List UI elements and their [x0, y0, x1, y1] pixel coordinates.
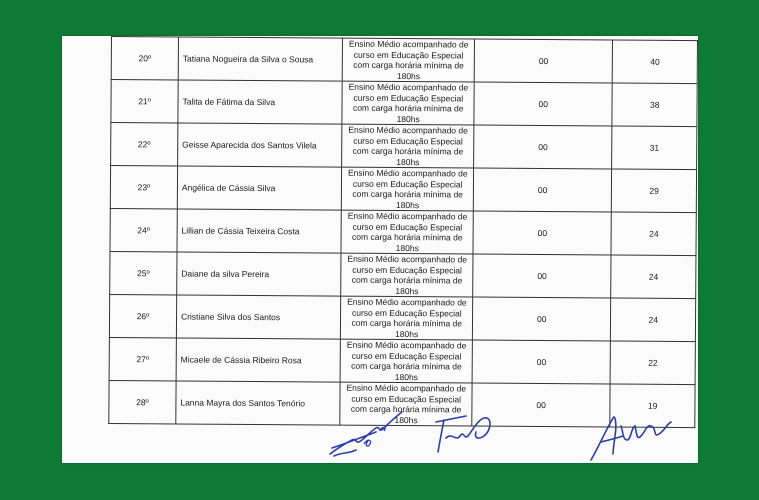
rank-cell: 21º	[111, 80, 178, 123]
requirement-cell: Ensino Médio acompanhado de curso em Educação Especial com carga horária mínima de 180hs	[341, 296, 473, 340]
score-b-cell: 31	[612, 126, 697, 170]
requirement-cell: Ensino Médio acompanhado de curso em Educação Especial com carga horária mínima de 180hs	[341, 339, 473, 383]
requirement-cell: Ensino Médio acompanhado de curso em Educação Especial com carga horária mínima de 180hs	[341, 210, 473, 254]
signature-2	[430, 408, 500, 458]
candidate-name-cell: Talita de Fátima da Silva	[178, 80, 343, 124]
score-a-cell: 00	[473, 254, 612, 298]
score-a-cell: 00	[473, 168, 612, 212]
table-row	[110, 208, 696, 255]
candidate-name-cell: Cristiane Silva dos Santos	[176, 295, 341, 339]
score-a-cell: 00	[472, 297, 611, 341]
ranking-table	[108, 36, 698, 428]
rank-cell: 25º	[110, 251, 177, 294]
score-b-cell: 24	[611, 255, 696, 299]
score-a-cell: 00	[474, 82, 613, 126]
candidate-name-cell: Geisse Aparecida dos Santos Vilela	[178, 123, 343, 167]
ranking-table-body	[109, 37, 698, 428]
score-b-cell: 38	[612, 83, 697, 127]
requirement-cell: Ensino Médio acompanhado de curso em Educação Especial com carga horária mínima de 180hs	[343, 38, 475, 82]
score-b-cell: 40	[613, 40, 698, 84]
rank-cell: 23º	[110, 166, 177, 209]
candidate-name-cell: Angélica de Cássia Silva	[177, 166, 342, 210]
table-row	[110, 166, 696, 213]
rank-cell: 27º	[109, 337, 176, 380]
table-row	[111, 80, 697, 127]
rank-cell: 22º	[111, 123, 178, 166]
rank-cell: 26º	[109, 294, 176, 337]
rank-cell: 24º	[110, 208, 177, 251]
signature-3	[587, 406, 677, 463]
requirement-cell: Ensino Médio acompanhado de curso em Educação Especial com carga horária mínima de 180hs	[341, 253, 473, 297]
score-b-cell: 19	[610, 384, 695, 428]
score-b-cell: 22	[611, 341, 696, 385]
score-a-cell: 00	[472, 340, 611, 384]
table-row	[110, 251, 696, 298]
candidate-name-cell: Micaele de Cássia Ribeiro Rosa	[176, 338, 341, 382]
score-b-cell: 24	[611, 298, 696, 342]
signature-1	[324, 404, 414, 462]
candidate-name-cell: Lillian de Cássia Teixeira Costa	[177, 209, 342, 253]
table-row	[109, 337, 695, 384]
candidate-name-cell: Daiane da silva Pereira	[177, 252, 342, 296]
score-b-cell: 29	[612, 169, 697, 213]
requirement-cell: Ensino Médio acompanhado de curso em Educação Especial com carga horária mínima de 180hs	[340, 382, 472, 426]
score-a-cell: 00	[474, 125, 613, 169]
table-row	[111, 123, 697, 170]
candidate-name-cell: Lanna Mayra dos Santos Tenório	[176, 381, 341, 425]
document-page	[62, 36, 698, 463]
table-row	[109, 294, 695, 341]
rank-cell: 20º	[111, 37, 178, 80]
score-a-cell: 00	[472, 383, 611, 427]
requirement-cell: Ensino Médio acompanhado de curso em Educação Especial com carga horária mínima de 180hs	[342, 81, 474, 125]
score-b-cell: 24	[611, 212, 696, 256]
score-a-cell: 00	[474, 39, 613, 83]
requirement-cell: Ensino Médio acompanhado de curso em Educação Especial com carga horária mínima de 180hs	[342, 167, 474, 211]
rank-cell: 28º	[109, 380, 176, 423]
table-row	[111, 37, 697, 84]
candidate-name-cell: Tatiana Nogueira da Silva o Sousa	[178, 37, 343, 81]
requirement-cell: Ensino Médio acompanhado de curso em Educação Especial com carga horária mínima de 180hs	[342, 124, 474, 168]
score-a-cell: 00	[473, 211, 612, 255]
